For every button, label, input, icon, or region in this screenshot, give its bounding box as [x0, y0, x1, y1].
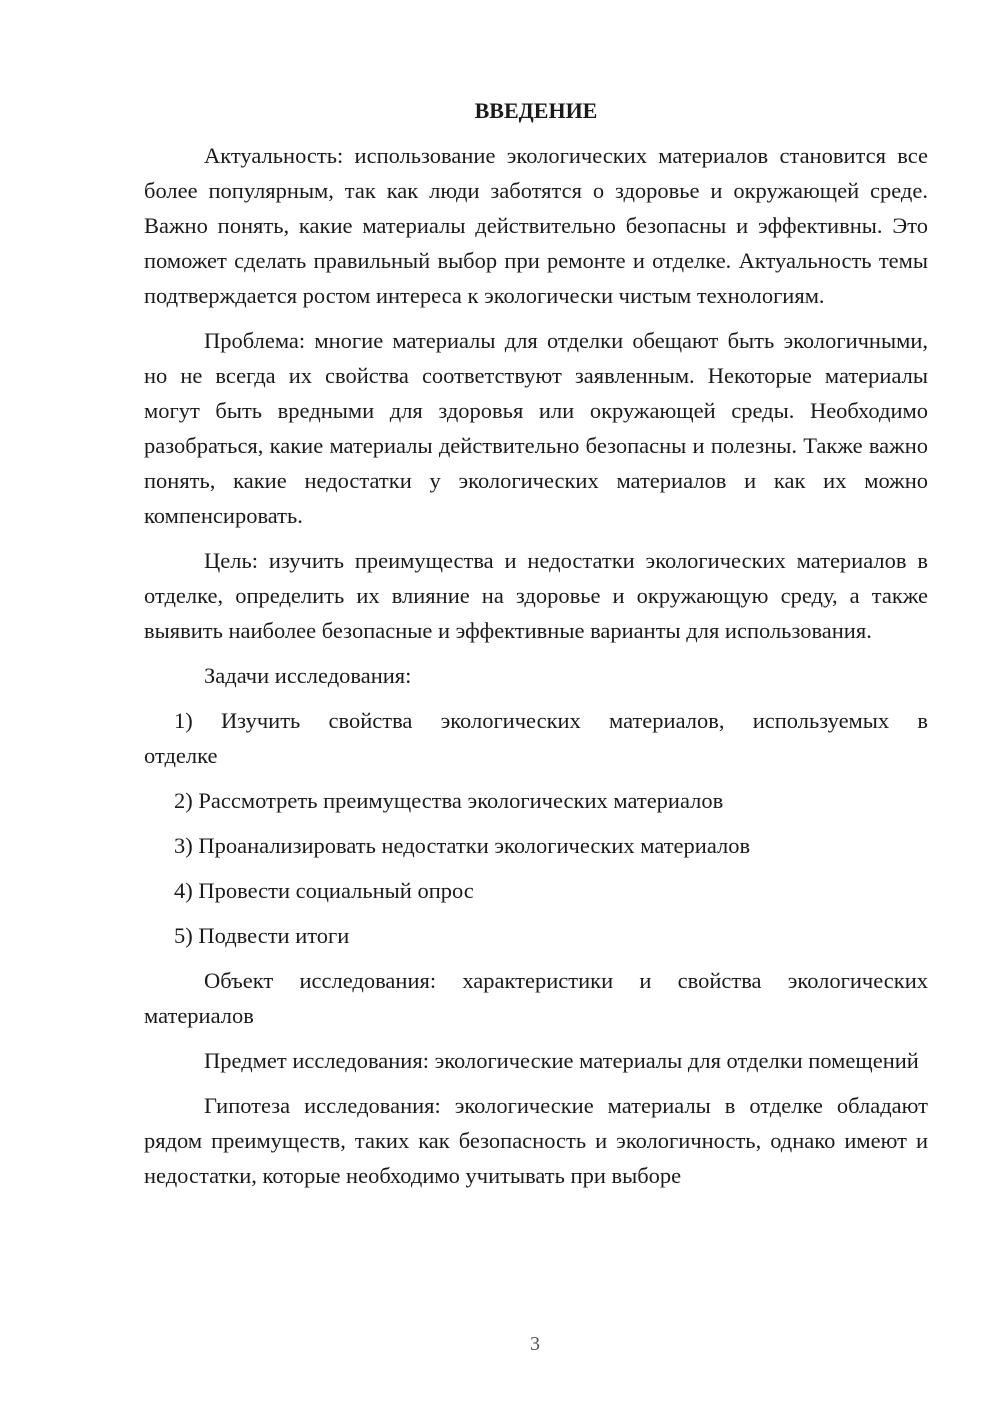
task-item: 5) Подвести итоги	[174, 923, 350, 948]
document-title: ВВЕДЕНИЕ	[474, 98, 598, 123]
paragraph-hypothesis: Гипотеза исследования: экологические материалы в отделке обладают рядом преимуществ, таких как безопасность и экологичность, однако имеют и недостатки, которые необходимо учитывать при выборе	[144, 1093, 928, 1188]
paragraph-problem: Проблема: многие материалы для отделки обещают быть экологичными, но не всегда их свойства соответствуют заявленным. Некоторые материалы могут быть вредными для здоровья или окружающей среды. Необходимо разобраться, какие материалы действительно безопасны и полезны. Также важно понять, какие недостатки у экологических материалов и как их можно компенсировать.	[144, 328, 928, 528]
paragraph-subject: Предмет исследования: экологические материалы для отделки помещений	[204, 1048, 919, 1073]
paragraph-object: Объект исследования: характеристики и свойства экологических материалов	[144, 968, 928, 1028]
task-item: 1) Изучить свойства экологических материалов, используемых в отделке	[144, 708, 928, 768]
task-item: 4) Провести социальный опрос	[174, 878, 474, 903]
tasks-list	[144, 703, 928, 953]
task-item: 3) Проанализировать недостатки экологических материалов	[174, 833, 751, 858]
document-page	[144, 96, 928, 1203]
paragraph-goal: Цель: изучить преимущества и недостатки экологических материалов в отделке, определить их влияние на здоровье и окружающую среду, а также выявить наиболее безопасные и эффективные варианты для использования.	[144, 548, 928, 643]
paragraph-relevance: Актуальность: использование экологических материалов становится все более популярным, так как люди заботятся о здоровье и окружающей среде. Важно понять, какие материалы действительно безопасны и эффективны. Это поможет сделать правильный выбор при ремонте и отделке. Актуальность темы подтверждается ростом интереса к экологически чистым технологиям.	[144, 143, 928, 308]
page-number: 3	[530, 1333, 540, 1355]
task-item: 2) Рассмотреть преимущества экологических материалов	[174, 788, 724, 813]
tasks-heading: Задачи исследования:	[204, 663, 412, 688]
